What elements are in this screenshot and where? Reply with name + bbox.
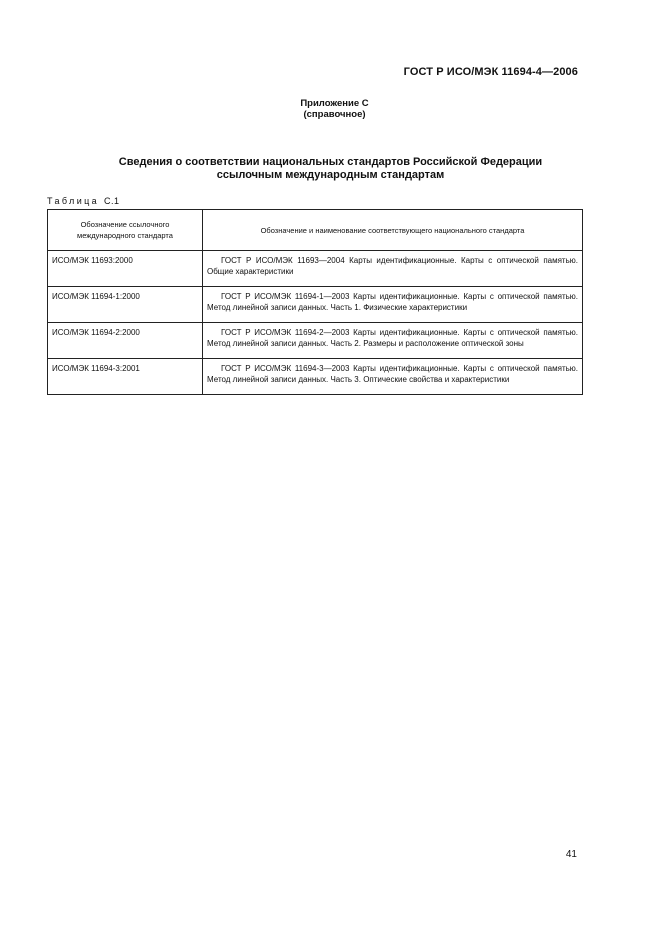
national-standard-cell: ГОСТ Р ИСО/МЭК 11694-1—2003 Карты идентификационные. Карты с оптической памятью. Метод линейной записи данных. Часть 1. Физические характеристики — [203, 287, 583, 323]
table-caption-number: С.1 — [104, 196, 120, 206]
table-row — [48, 287, 583, 323]
header-col1-line-1: Обозначение ссылочного — [80, 220, 170, 229]
section-title — [0, 156, 661, 182]
national-standard-cell: ГОСТ Р ИСО/МЭК 11694-3—2003 Карты идентификационные. Карты с оптической памятью. Метод линейной записи данных. Часть 3. Оптические свойства и характеристики — [203, 359, 583, 395]
header-reference-standard — [48, 210, 203, 251]
section-title-line-2: ссылочным международным стандартам — [216, 169, 445, 181]
table-caption-word: Таблица — [47, 196, 100, 206]
table-header-row — [48, 210, 583, 251]
document-code-header: ГОСТ Р ИСО/МЭК 11694-4—2006 — [403, 66, 578, 78]
reference-standard-cell: ИСО/МЭК 11693:2000 — [48, 251, 203, 287]
table-caption — [47, 196, 120, 206]
appendix-title: Приложение С — [300, 98, 369, 109]
reference-standard-cell: ИСО/МЭК 11694-1:2000 — [48, 287, 203, 323]
table-row — [48, 323, 583, 359]
section-title-line-1: Сведения о соответствии национальных стандартов Российской Федерации — [118, 156, 543, 168]
reference-standard-cell: ИСО/МЭК 11694-3:2001 — [48, 359, 203, 395]
appendix-heading — [0, 98, 661, 120]
table-row — [48, 251, 583, 287]
header-col1-line-2: международного стандарта — [77, 231, 173, 240]
correspondence-table — [47, 209, 583, 395]
header-national-standard: Обозначение и наименование соответствующего национального стандарта — [203, 210, 583, 251]
reference-standard-cell: ИСО/МЭК 11694-2:2000 — [48, 323, 203, 359]
appendix-subtitle: (справочное) — [303, 109, 366, 120]
national-standard-cell: ГОСТ Р ИСО/МЭК 11694-2—2003 Карты идентификационные. Карты с оптической памятью. Метод линейной записи данных. Часть 2. Размеры и расположение оптической зоны — [203, 323, 583, 359]
page-number: 41 — [565, 849, 577, 860]
national-standard-cell: ГОСТ Р ИСО/МЭК 11693—2004 Карты идентификационные. Карты с оптической памятью. Общие характеристики — [203, 251, 583, 287]
table-row — [48, 359, 583, 395]
